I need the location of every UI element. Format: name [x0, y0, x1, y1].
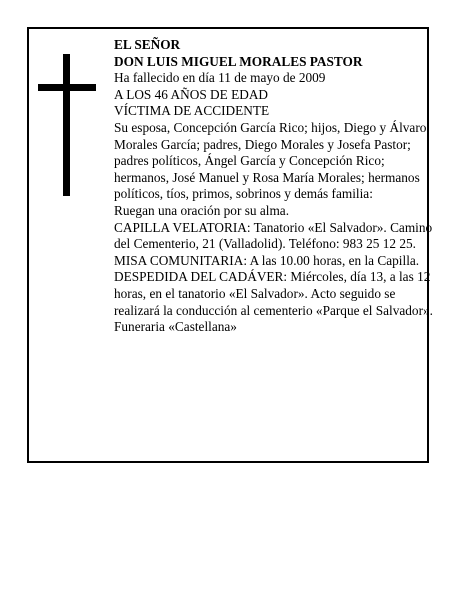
farewell-info: DESPEDIDA DEL CADÁVER: Miércoles, día 13, a las 12 horas, en el tanatorio «El Salvador». Acto seguido se realizará la conducción al cementerio «Parque el Salvador». [114, 269, 433, 318]
cause-line: VÍCTIMA DE ACCIDENTE [114, 103, 270, 119]
mass-info: MISA COMUNITARIA: A las 10.00 horas, en la Capilla. [114, 252, 420, 268]
deceased-name: DON LUIS MIGUEL MORALES PASTOR [114, 53, 363, 69]
death-date: Ha fallecido en día 11 de mayo de 2009 [114, 70, 326, 86]
cross-icon-bar [38, 84, 96, 91]
age-line: A LOS 46 AÑOS DE EDAD [114, 86, 269, 102]
cross-icon [63, 54, 70, 196]
chapel-info: CAPILLA VELATORIA: Tanatorio «El Salvador». Camino del Cementerio, 21 (Valladolid). Teléfono: 983 25 12 25. [114, 219, 433, 252]
obituary-text [114, 37, 434, 336]
family-list: Su esposa, Concepción García Rico; hijos, Diego y Álvaro Morales García; padres, Diego Morales y Josefa Pastor; padres políticos, Ángel García y Concepción Rico; hermanos, José Manuel y Rosa María Morales; hermanos políticos, tíos, primos, sobrinos y demás familia: [114, 119, 427, 202]
title-line: EL SEÑOR [114, 37, 181, 52]
funeral-home: Funeraria «Castellana» [114, 319, 237, 335]
prayer-line: Ruegan una oración por su alma. [114, 202, 290, 218]
